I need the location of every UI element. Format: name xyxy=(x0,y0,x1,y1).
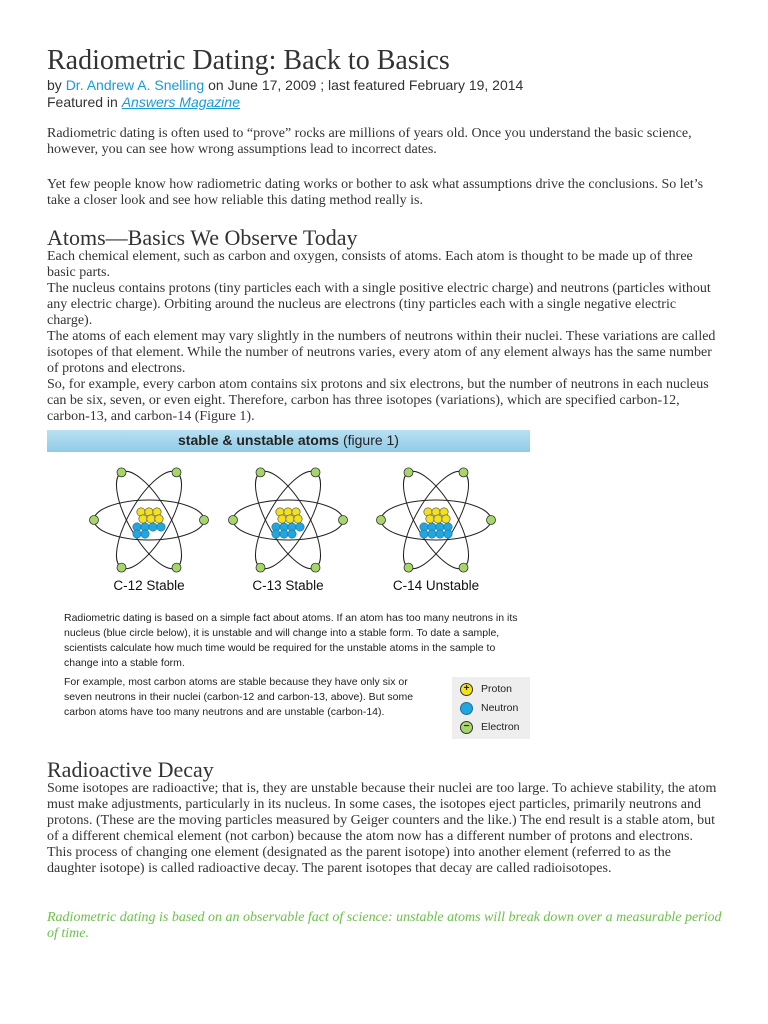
figure-title-suffix: (figure 1) xyxy=(342,432,399,448)
electron-c-13-4 xyxy=(229,516,238,525)
featured-line xyxy=(47,94,523,111)
author-link[interactable]: Dr. Andrew A. Snelling xyxy=(65,77,205,93)
neutron-c-14-8 xyxy=(444,530,452,538)
atom-label-c13: C-13 Stable xyxy=(252,578,324,593)
figure-title xyxy=(47,432,530,448)
neutron-c-14-7 xyxy=(436,530,444,538)
electron-icon: − xyxy=(460,721,473,734)
legend-electron xyxy=(460,718,520,736)
atom-label-c14: C-14 Unstable xyxy=(392,578,480,593)
electron-c-14-2 xyxy=(459,563,468,572)
author-line xyxy=(47,77,523,94)
neutron-c-12-5 xyxy=(133,530,141,538)
proton-c-12-5 xyxy=(147,515,155,523)
electron-c-12-6 xyxy=(117,563,126,572)
decay-section-body xyxy=(47,781,722,877)
atoms-paragraph-1: Each chemical element, such as carbon and oxygen, consists of atoms. Each atom is thought to be made up of three basic parts. xyxy=(47,249,693,280)
legend-neutron xyxy=(460,699,518,717)
intro-paragraph-1: Radiometric dating is often used to “prove” rocks are millions of years old. Once you understand the basic science, however, you can see how wrong assumptions lead to incorrect dates. xyxy=(47,126,692,157)
legend-proton xyxy=(460,680,512,698)
figure-title-main: stable & unstable atoms xyxy=(178,432,340,448)
legend-neutron-label: Neutron xyxy=(481,702,519,714)
figure-legend xyxy=(452,677,530,739)
neutron-icon xyxy=(460,702,473,715)
electron-c-13-2 xyxy=(311,563,320,572)
legend-proton-label: Proton xyxy=(481,683,512,695)
electron-c-12-1 xyxy=(200,516,209,525)
electron-c-12-4 xyxy=(90,516,99,525)
electron-c-13-6 xyxy=(256,563,265,572)
electron-c-14-5 xyxy=(404,468,413,477)
electron-c-14-4 xyxy=(377,516,386,525)
section-heading-atoms: Atoms—Basics We Observe Today xyxy=(47,225,358,250)
proton-c-13-5 xyxy=(286,515,294,523)
proton-c-12-4 xyxy=(139,515,147,523)
neutron-c-13-4 xyxy=(296,523,304,531)
neutron-c-14-5 xyxy=(420,530,428,538)
article-title: Radiometric Dating: Back to Basics xyxy=(47,45,450,76)
electron-c-12-5 xyxy=(117,468,126,477)
pull-quote: Radiometric dating is based on an observable fact of science: unstable atoms will break down over a measurable period of time. xyxy=(47,910,722,941)
decay-paragraph-1: Some isotopes are radioactive; that is, they are unstable because their nuclei are too large. To achieve stability, the atom must make adjustments, particularly in its nucleus. In some cases, the isotopes eject particles, primarily neutrons and protons. (These are the moving particles measured by Geiger counters and the like.) The end result is a stable atom, but of a different chemical element (not carbon) because the atom now has a different number of protons and electrons. xyxy=(47,781,717,844)
featured-prefix: Featured in xyxy=(47,94,118,110)
electron-c-12-3 xyxy=(172,468,181,477)
figure-caption-2: For example, most carbon atoms are stable because they have only six or seven neutrons in their nuclei (carbon-12 and carbon-13, above). But some carbon atoms have too many neutrons and are unstable (carbon-14). xyxy=(64,676,414,718)
neutron-c-12-4 xyxy=(157,523,165,531)
decay-paragraph-2: This process of changing one element (designated as the parent isotope) into another element (referred to as the daughter isotope) is called radioactive decay. The parent isotopes that decay are called radioisotopes. xyxy=(47,845,671,876)
neutron-c-12-6 xyxy=(141,530,149,538)
featured-magazine-link[interactable]: Answers Magazine xyxy=(121,94,240,110)
neutron-c-12-3 xyxy=(149,523,157,531)
proton-c-14-6 xyxy=(442,515,450,523)
atom-label-c12: C-12 Stable xyxy=(113,578,185,593)
atoms-paragraph-4: So, for example, every carbon atom contains six protons and six electrons, but the number of neutrons in each nucleus can be six, seven, or even eight. Therefore, carbon has three isotopes (variations), which are specified carbon-12, carbon-13, and carbon-14 (Figure 1). xyxy=(47,377,709,424)
neutron-c-13-7 xyxy=(288,530,296,538)
proton-c-13-6 xyxy=(294,515,302,523)
neutron-c-13-5 xyxy=(272,530,280,538)
electron-c-12-2 xyxy=(172,563,181,572)
figure-caption-1: Radiometric dating is based on a simple fact about atoms. If an atom has too many neutrons in its nucleus (blue circle below), it is unstable and will change into a stable form. To date a sample, scientists calculate how much time would be required for the unstable atoms in the sample to change into a stable form. xyxy=(64,612,518,669)
electron-c-13-1 xyxy=(339,516,348,525)
section-heading-decay: Radioactive Decay xyxy=(47,757,214,782)
electron-c-14-6 xyxy=(404,563,413,572)
atoms-paragraph-3: The atoms of each element may vary slightly in the numbers of neutrons within their nuclei. These variations are called isotopes of that element. While the number of neutrons varies, every atom of any element always has the same number of protons and electrons. xyxy=(47,329,716,376)
electron-c-14-3 xyxy=(459,468,468,477)
proton-c-13-4 xyxy=(278,515,286,523)
byline xyxy=(47,77,523,111)
proton-icon: + xyxy=(460,683,473,696)
figure-atoms xyxy=(47,430,530,740)
neutron-c-13-6 xyxy=(280,530,288,538)
atoms-paragraph-2: The nucleus contains protons (tiny particles each with a single positive electric charge) and neutrons (particles without any electric charge). Orbiting around the nucleus are electrons (tiny particles each with a single negative electric charge). xyxy=(47,281,711,328)
byline-by: by xyxy=(47,77,62,93)
electron-c-13-5 xyxy=(256,468,265,477)
legend-electron-label: Electron xyxy=(481,721,520,733)
proton-c-14-5 xyxy=(434,515,442,523)
electron-c-14-1 xyxy=(487,516,496,525)
atoms-section-body xyxy=(47,249,722,425)
publish-date: on June 17, 2009 ; last featured February 19, 2014 xyxy=(208,77,524,93)
neutron-c-14-6 xyxy=(428,530,436,538)
proton-c-14-4 xyxy=(426,515,434,523)
intro-paragraph-2: Yet few people know how radiometric dating works or bother to ask what assumptions drive the conclusions. So let’s take a closer look and see how reliable this dating method really is. xyxy=(47,177,704,208)
electron-c-13-3 xyxy=(311,468,320,477)
proton-c-12-6 xyxy=(155,515,163,523)
